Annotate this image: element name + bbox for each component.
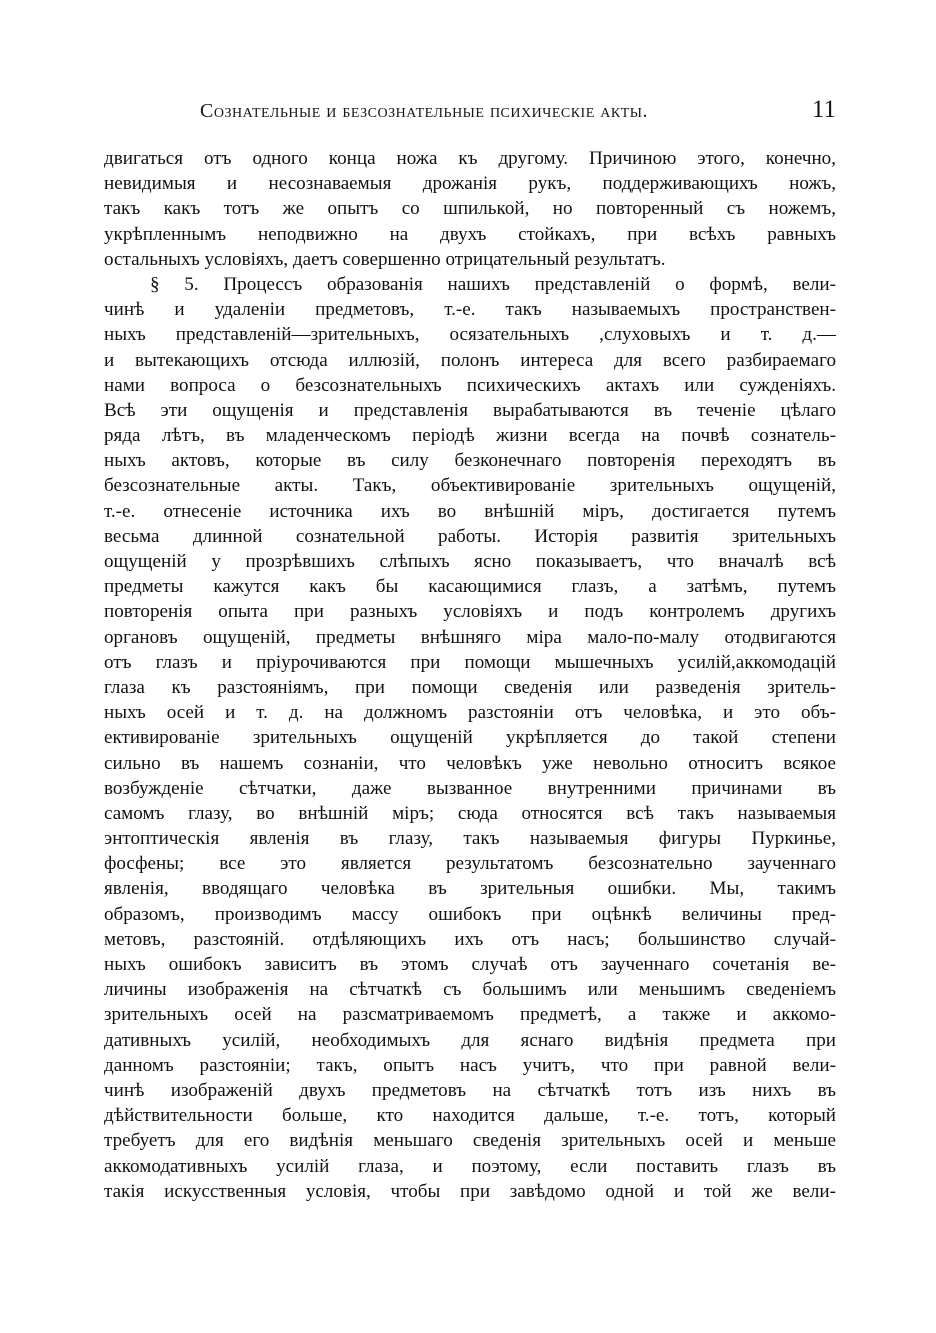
text-line: безсознательные акты. Такъ, объективированіе зрительныхъ ощущеній, <box>104 475 836 497</box>
text-line: возбужденіе сѣтчатки, даже вызванное внутренними причинами въ <box>104 777 836 799</box>
text-line: отъ глазъ и пріурочиваются при помощи мышечныхъ усилій,аккомодацій <box>104 651 836 673</box>
text-line: невидимыя и несознаваемыя дрожанія рукъ, поддерживающихъ ножъ, <box>104 173 836 195</box>
text-line: аккомодативныхъ усилій глаза, и поэтому, если поставить глазъ въ <box>104 1155 836 1177</box>
text-line: явленія, вводящаго человѣка въ зрительныя ошибки. Мы, такимъ <box>104 878 836 900</box>
text-line: ныхъ осей и т. д. на должномъ разстояніи отъ человѣка, и это объ- <box>104 702 836 724</box>
text-line: требуетъ для его видѣнія меньшаго сведенія зрительныхъ осей и меньше <box>104 1130 836 1152</box>
text-line: укрѣпленнымъ неподвижно на двухъ стойкахъ, при всѣхъ равныхъ <box>104 223 836 245</box>
text-line: дѣйствительности больше, кто находится дальше, т.-е. тотъ, который <box>104 1105 836 1127</box>
paragraph-2 <box>104 272 836 1204</box>
text-line: метовъ, разстояній. отдѣляющихъ ихъ отъ насъ; большинство случай- <box>104 928 836 950</box>
text-line: предметы кажутся какъ бы касающимися глазъ, а затѣмъ, путемъ <box>104 576 836 598</box>
text-line: личины изображенія на сѣтчаткѣ съ большимъ или меньшимъ сведеніемъ <box>104 979 836 1001</box>
text-line: ныхъ актовъ, которые въ силу безконечнаго повторенія переходятъ въ <box>104 450 836 472</box>
text-line: энтоптическія явленія въ глазу, такъ называемыя фигуры Пуркинье, <box>104 828 836 850</box>
text-line: зрительныхъ осей на разсматриваемомъ предметѣ, а также и аккомо- <box>104 1004 836 1026</box>
text-line: остальныхъ условіяхъ, даетъ совершенно отрицательный результатъ. <box>104 248 666 270</box>
paragraph-1 <box>104 146 836 272</box>
text-line: такія искусственныя условія, чтобы при завѣдомо одной и той же вели- <box>104 1180 836 1202</box>
text-line: глаза къ разстояніямъ, при помощи сведенія или разведенія зритель- <box>104 676 836 698</box>
text-line: самомъ глазу, во внѣшній міръ; сюда относятся всѣ такъ называемыя <box>104 802 836 824</box>
text-line: т.-е. отнесеніе источника ихъ во внѣшній міръ, достигается путемъ <box>104 500 836 522</box>
body-text <box>104 146 836 1204</box>
page-number: 11 <box>811 96 836 123</box>
text-line: весьма длинной сознательной работы. Исторія развитія зрительныхъ <box>104 525 836 547</box>
text-line: дативныхъ усилій, необходимыхъ для яснаго видѣнія предмета при <box>104 1029 836 1051</box>
text-line: чинѣ и удаленіи предметовъ, т.-е. такъ называемыхъ пространствен- <box>104 299 836 321</box>
text-line: ективированіе зрительныхъ ощущеній укрѣпляется до такой степени <box>104 727 836 749</box>
text-line: двигаться отъ одного конца ножа къ другому. Причиною этого, конечно, <box>104 148 836 169</box>
text-line: ряда лѣтъ, въ младенческомъ періодѣ жизни всегда на почвѣ сознатель- <box>104 425 836 447</box>
text-line: образомъ, производимъ массу ошибокъ при оцѣнкѣ величины пред- <box>104 903 836 925</box>
text-line: фосфены; все это является результатомъ безсознательно заученнаго <box>104 853 836 875</box>
text-line: повторенія опыта при разныхъ условіяхъ и подъ контролемъ другихъ <box>104 601 836 623</box>
text-line: чинѣ изображеній двухъ предметовъ на сѣтчаткѣ тотъ изъ нихъ въ <box>104 1079 836 1101</box>
text-line: ощущеній у прозрѣвшихъ слѣпыхъ ясно показываетъ, что вначалѣ всѣ <box>104 551 836 572</box>
text-line: ныхъ ошибокъ зависитъ въ этомъ случаѣ отъ заученнаго сочетанія ве- <box>104 954 836 975</box>
text-line: ныхъ представленій—зрительныхъ, осязательныхъ ,слуховыхъ и т. д.— <box>104 324 836 346</box>
text-line: § 5. Процессъ образованія нашихъ представленій о формѣ, вели- <box>150 273 836 295</box>
text-line: и вытекающихъ отсюда иллюзій, полонъ интереса для всего разбираемаго <box>104 349 836 371</box>
text-line: органовъ ощущеній, предметы внѣшняго міра мало-по-малу отодвигаются <box>104 626 836 648</box>
text-line: сильно въ нашемъ сознаніи, что человѣкъ уже невольно относитъ всякое <box>104 752 836 774</box>
text-line: нами вопроса о безсознательныхъ психическихъ актахъ или сужденіяхъ. <box>104 374 836 396</box>
running-title: Сознательные и безсознательные психическіе акты. <box>200 100 648 122</box>
text-line: такъ какъ тотъ же опытъ со шпилькой, но повторенный съ ножемъ, <box>104 198 836 220</box>
text-line: Всѣ эти ощущенія и представленія вырабатываются въ теченіе цѣлаго <box>104 399 836 421</box>
running-head <box>104 96 836 128</box>
text-line: данномъ разстояніи; такъ, опытъ насъ учитъ, что при равной вели- <box>104 1054 836 1076</box>
